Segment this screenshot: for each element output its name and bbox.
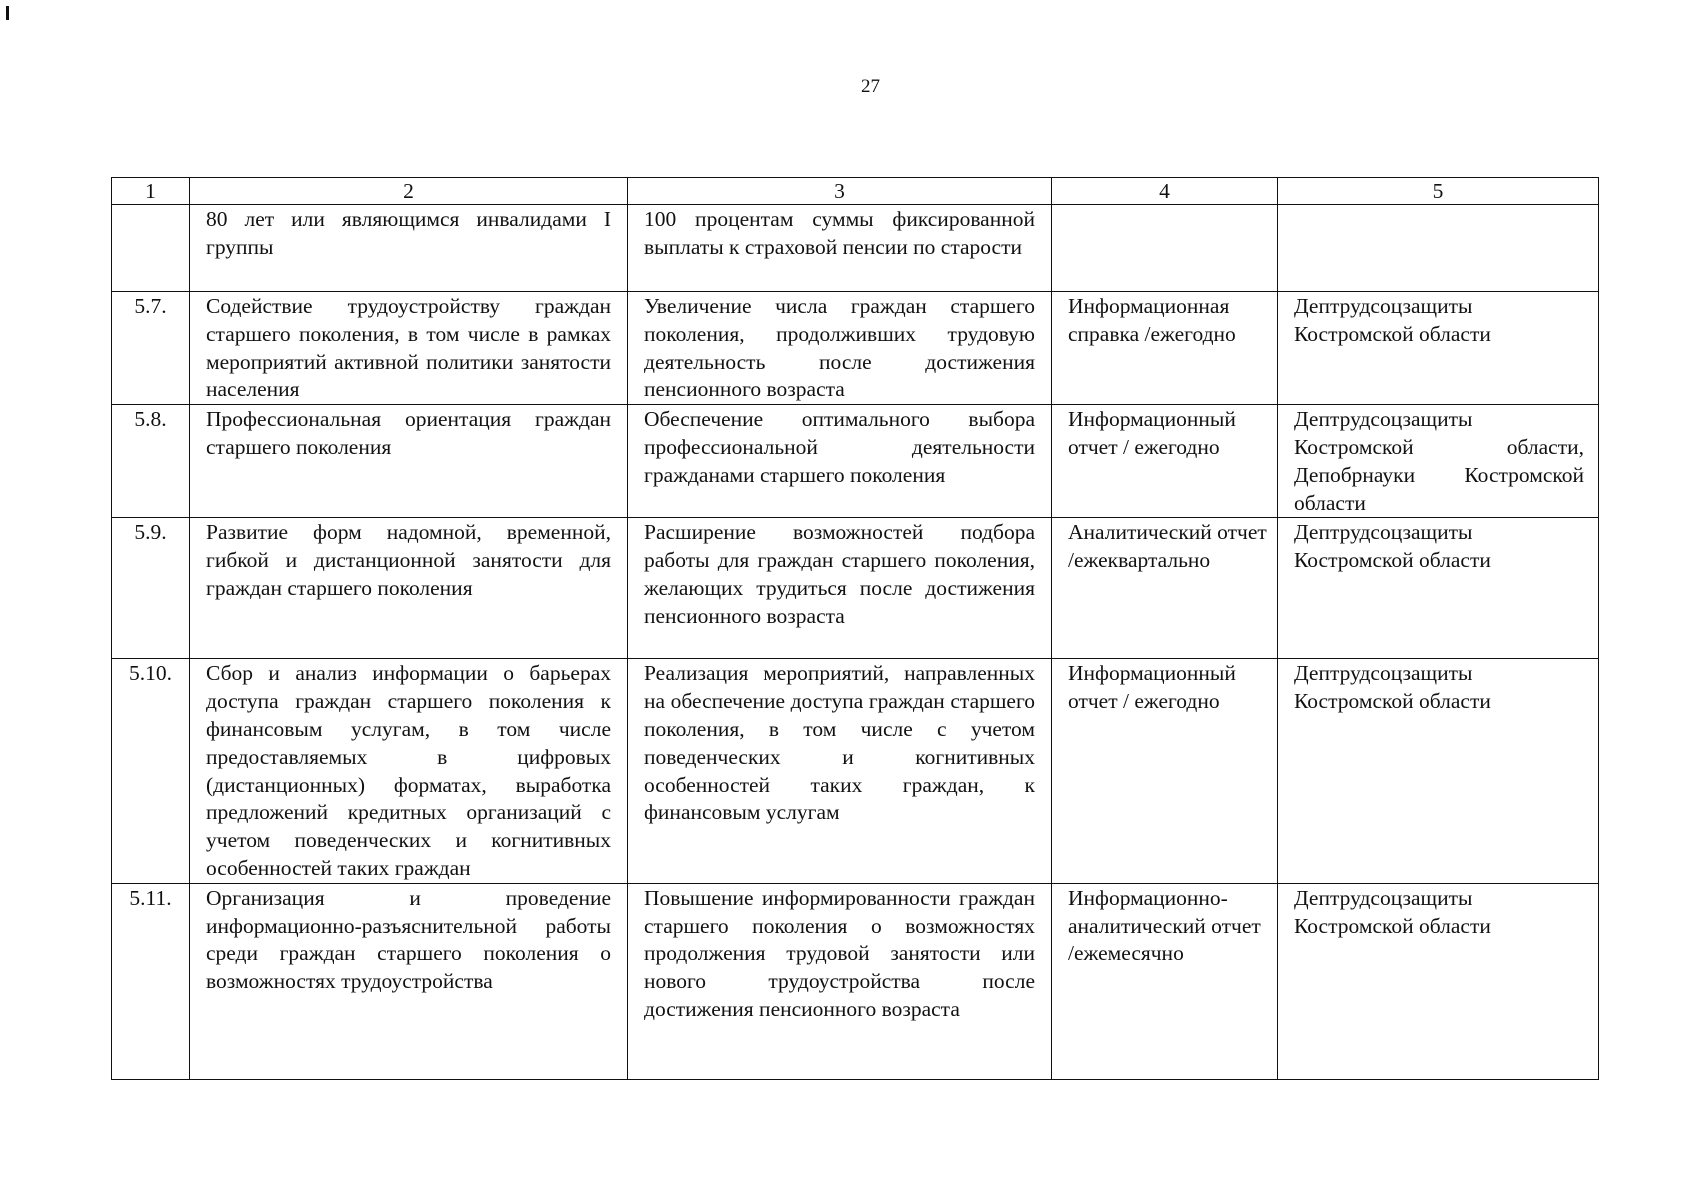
responsible-cell: [1278, 205, 1599, 292]
report-cell: Информационный отчет / ежегодно: [1052, 659, 1278, 883]
table-row: [112, 659, 1599, 883]
row-number: [112, 205, 190, 292]
report-cell: Аналитический отчет /ежеквартально: [1052, 518, 1278, 659]
result-cell: Увеличение числа граждан старшего поколения, продолживших трудовую деятельность после достижения пенсионного возраста: [628, 292, 1052, 405]
row-number: 5.9.: [112, 518, 190, 659]
result-cell: Повышение информированности граждан старшего поколения о возможностях продолжения трудовой занятости или нового трудоустройства после достижения пенсионного возраста: [628, 883, 1052, 1079]
header-cell: 4: [1052, 178, 1278, 205]
row-number: 5.10.: [112, 659, 190, 883]
action-cell: Содействие трудоустройству граждан старшего поколения, в том числе в рамках мероприятий активной политики занятости населения: [190, 292, 628, 405]
table-row: [112, 205, 1599, 292]
row-number: 5.8.: [112, 405, 190, 518]
action-cell: Организация и проведение информационно-разъяснительной работы среди граждан старшего поколения о возможностях трудоустройства: [190, 883, 628, 1079]
table-row: [112, 405, 1599, 518]
table-row: [112, 292, 1599, 405]
report-cell: Информационный отчет / ежегодно: [1052, 405, 1278, 518]
action-cell: Профессиональная ориентация граждан старшего поколения: [190, 405, 628, 518]
responsible-cell: Дептрудсоцзащиты Костромской области: [1278, 518, 1599, 659]
header-cell: 1: [112, 178, 190, 205]
table-row: [112, 883, 1599, 1079]
responsible-cell: Дептрудсоцзащиты Костромской области: [1278, 883, 1599, 1079]
table-header-row: [112, 178, 1599, 205]
responsible-cell: Дептрудсоцзащиты Костромской области: [1278, 659, 1599, 883]
result-cell: Обеспечение оптимального выбора профессиональной деятельности гражданами старшего поколения: [628, 405, 1052, 518]
result-cell: 100 процентам суммы фиксированной выплаты к страховой пенсии по старости: [628, 205, 1052, 292]
row-number: 5.11.: [112, 883, 190, 1079]
action-cell: Сбор и анализ информации о барьерах доступа граждан старшего поколения к финансовым услугам, в том числе предоставляемых в цифровых (дистанционных) форматах, выработка предложений кредитных организаций с учетом поведенческих и когнитивных особенностей таких граждан: [190, 659, 628, 883]
header-cell: 5: [1278, 178, 1599, 205]
report-cell: Информационная справка /ежегодно: [1052, 292, 1278, 405]
page-number: 27: [861, 76, 880, 97]
scan-mark: [6, 6, 9, 20]
row-number: 5.7.: [112, 292, 190, 405]
header-cell: 2: [190, 178, 628, 205]
measures-table: [111, 177, 1599, 1080]
action-cell: Развитие форм надомной, временной, гибкой и дистанционной занятости для граждан старшего поколения: [190, 518, 628, 659]
responsible-cell: Дептрудсоцзащиты Костромской области: [1278, 292, 1599, 405]
result-cell: Реализация мероприятий, направленных на обеспечение доступа граждан старшего поколения, в том числе с учетом поведенческих и когнитивных особенностей таких граждан, к финансовым услугам: [628, 659, 1052, 883]
action-cell: 80 лет или являющимся инвалидами I группы: [190, 205, 628, 292]
report-cell: Информационно-аналитический отчет /ежемесячно: [1052, 883, 1278, 1079]
responsible-cell: Дептрудсоцзащиты Костромской области, Депобрнауки Костромской области: [1278, 405, 1599, 518]
result-cell: Расширение возможностей подбора работы для граждан старшего поколения, желающих трудиться после достижения пенсионного возраста: [628, 518, 1052, 659]
report-cell: [1052, 205, 1278, 292]
header-cell: 3: [628, 178, 1052, 205]
table-row: [112, 518, 1599, 659]
